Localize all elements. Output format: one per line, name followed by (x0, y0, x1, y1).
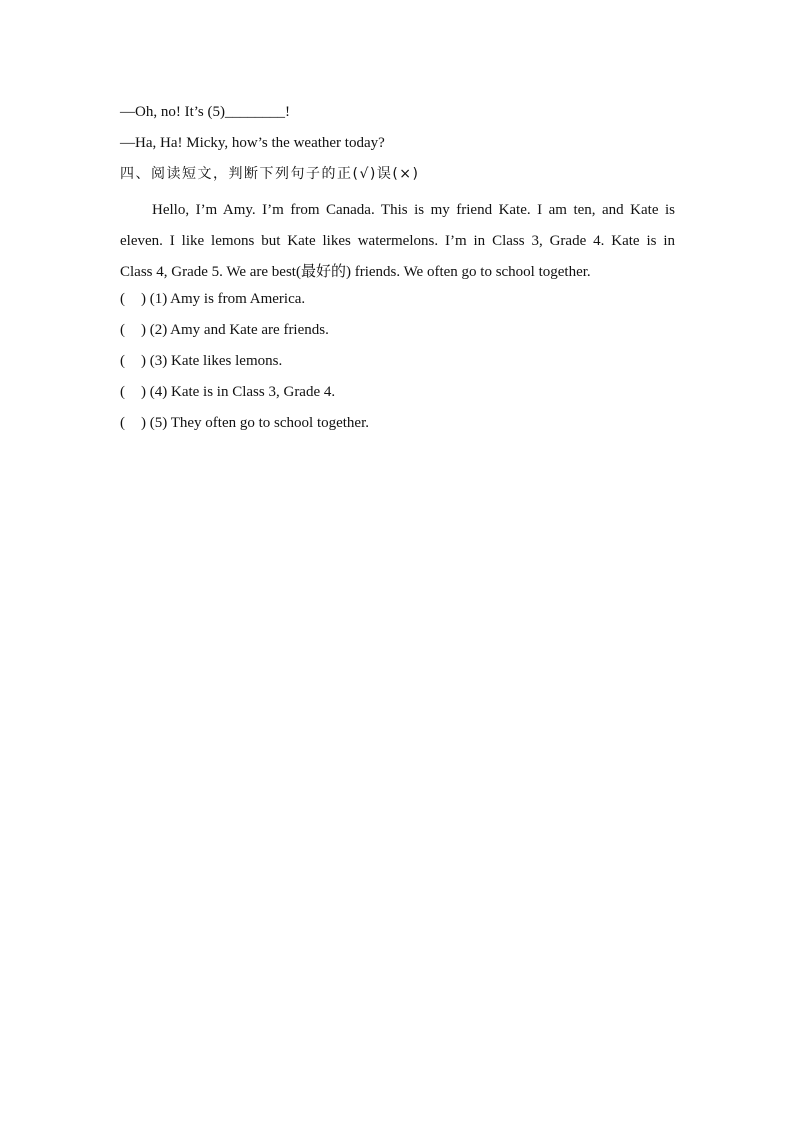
answer-paren-open: ( (120, 322, 125, 338)
question-item-2 (120, 320, 329, 340)
question-item-3 (120, 351, 282, 371)
passage-line-3: Class 4, Grade 5. We are best(最好的) friends. We often go to school together. (120, 264, 591, 280)
dialogue-line-2: —Ha, Ha! Micky, how’s the weather today? (120, 135, 385, 151)
passage-line-2: eleven. I like lemons but Kate likes watermelons. I’m in Class 3, Grade 4. Kate is in (120, 233, 675, 249)
answer-paren-open: ( (120, 353, 125, 369)
answer-paren-close: ) (141, 291, 146, 307)
answer-paren-close: ) (141, 322, 146, 338)
question-item-1 (120, 289, 305, 309)
answer-paren-close: ) (141, 384, 146, 400)
answer-paren-close: ) (141, 415, 146, 431)
answer-paren-open: ( (120, 384, 125, 400)
answer-paren-close: ) (141, 353, 146, 369)
section-heading (120, 164, 420, 184)
answer-paren-open: ( (120, 291, 125, 307)
dialogue-line-1: —Oh, no! It’s (5)________! (120, 104, 290, 120)
reading-passage (120, 195, 675, 288)
question-item-5 (120, 413, 369, 433)
question-item-4 (120, 382, 335, 402)
answer-paren-open: ( (120, 415, 125, 431)
question-text: (1) Amy is from America. (149, 291, 306, 307)
passage-line-1: Hello, I’m Amy. I’m from Canada. This is my friend Kate. I am ten, and Kate is (152, 202, 675, 218)
question-text: (4) Kate is in Class 3, Grade 4. (149, 384, 336, 400)
question-text: (3) Kate likes lemons. (149, 353, 283, 369)
section-heading-text: 四、阅读短文，判断下列句子的正(√)误(×) (120, 166, 420, 182)
question-text: (5) They often go to school together. (149, 415, 370, 431)
question-text: (2) Amy and Kate are friends. (149, 322, 329, 338)
